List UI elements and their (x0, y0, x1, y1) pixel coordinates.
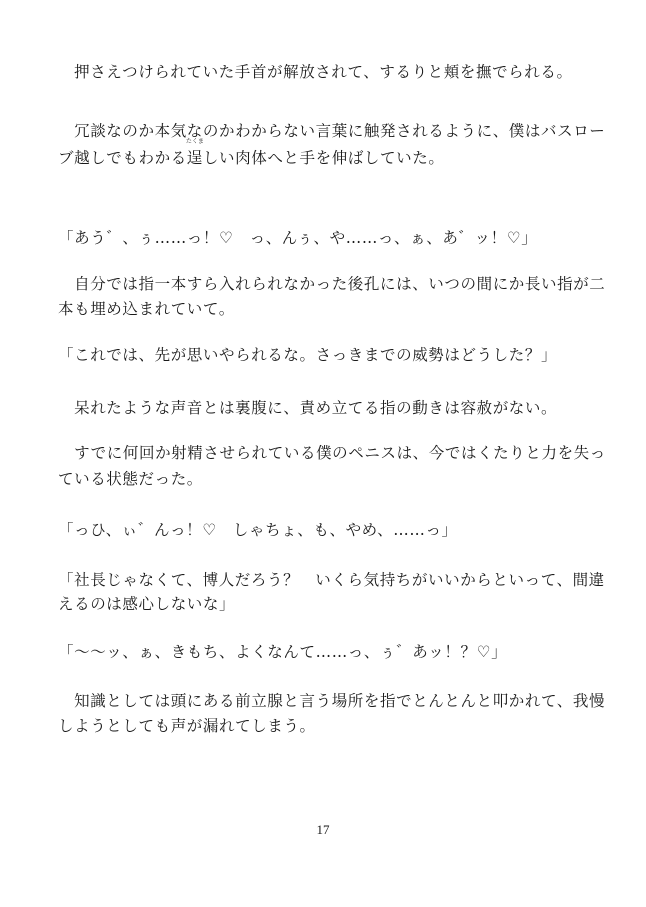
paragraph-line: 本も埋め込まれていて。 (58, 300, 235, 318)
dialogue-line: 「っひ、ぃ゛んっ！♡ しゃちょ、も、やめ、……っ」 (58, 521, 458, 539)
dialogue-line: えるのは感心しないな」 (58, 595, 236, 613)
page-number: 17 (316, 822, 330, 837)
paragraph-line: 呆れたような声音とは裏腹に、責め立てる指の動きは容赦がない。 (58, 399, 558, 417)
paragraph-line: すでに何回か射精させられている僕のペニスは、今ではくたりと力を失っ (58, 444, 606, 462)
dialogue-line: 「～～ッ、ぁ、きもち、よくなんて……っ、ぅ゛あッ！？♡」 (58, 643, 508, 661)
paragraph-line-with-ruby (58, 138, 588, 168)
ruby-line-after: しい肉体へと手を伸ばしていた。 (202, 149, 445, 167)
paragraph-line: 知識としては頭にある前立腺と言う場所を指でとんとんと叩かれて、我慢 (58, 692, 606, 710)
paragraph-line: しようとしても声が漏れてしまう。 (58, 717, 316, 735)
ruby-annotation (185, 138, 204, 168)
dialogue-line: 「あう゛、ぅ……っ！♡ っ、んぅ、や……っ、ぁ、あ゛ッ！♡」 (58, 229, 538, 247)
ruby-base: 逞 (186, 149, 203, 167)
paragraph-line: 冗談なのか本気なのかわからない言葉に触発されるように、僕はバスロー (58, 122, 606, 140)
ruby-line-before: ブ越しでもわかる (58, 149, 187, 167)
paragraph-line: 自分では指一本すら入れられなかった後孔には、いつの間にか長い指が二 (58, 275, 606, 293)
ruby-reading: たくま (185, 138, 204, 145)
paragraph-line: ている状態だった。 (58, 470, 203, 488)
paragraph-line: 押さえつけられていた手首が解放されて、するりと頬を撫でられる。 (58, 63, 573, 81)
dialogue-line: 「社長じゃなくて、博人だろう？ いくら気持ちがいいからといって、間違 (58, 571, 605, 589)
dialogue-line: 「これでは、先が思いやられるな。さっきまでの威勢はどうした？」 (58, 346, 558, 364)
